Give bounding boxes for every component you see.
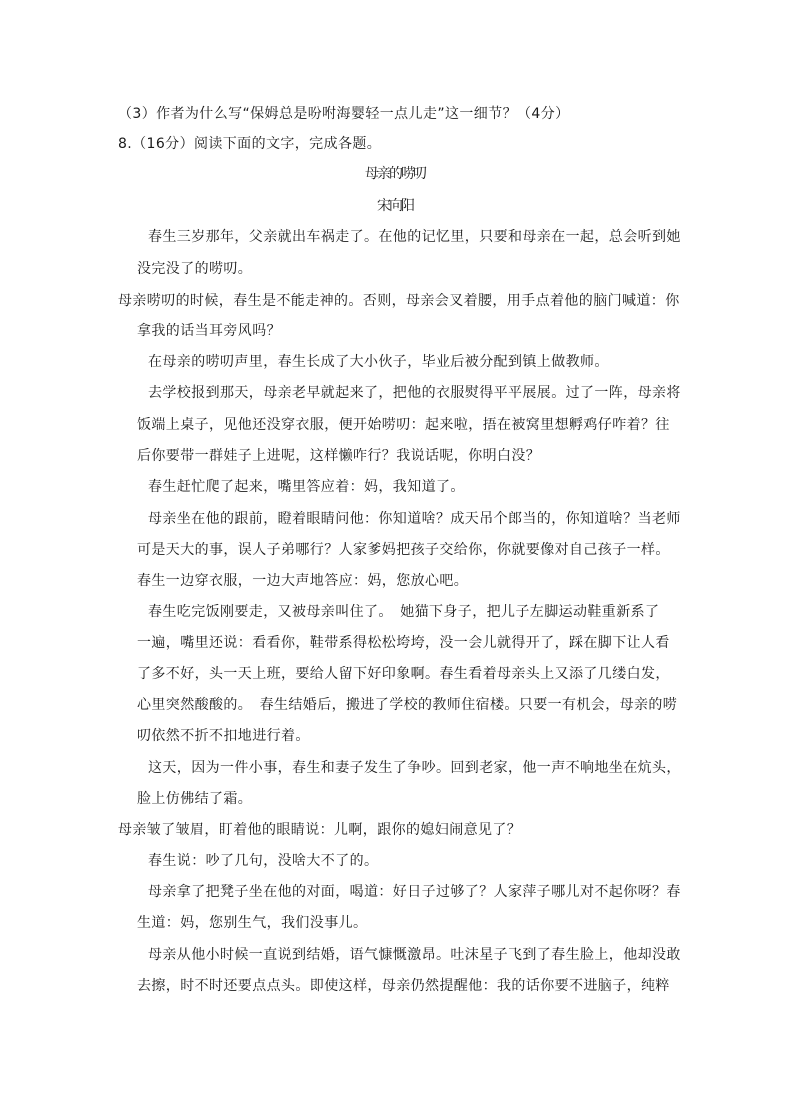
- question-prev: （3）作者为什么写“保姆总是吩咐海婴轻一点儿走”这一细节？（4分）: [118, 106, 570, 122]
- text-line: 去擦，时不时还要点点头。即使这样，母亲仍然提醒他：我的话你要不进脑子，纯粹: [137, 978, 670, 994]
- text-line: 春生赶忙爬了起来，嘴里答应着：妈，我知道了。: [148, 479, 465, 495]
- text-line: 母亲皱了皱眉，盯着他的眼睛说：儿啊，跟你的媳妇闹意见了？: [118, 822, 522, 838]
- text-line: 生道：妈，您别生气，我们没事儿。: [137, 915, 368, 931]
- text-line: 母亲从他小时候一直说到结婚，语气慷慨激昂。吐沫星子飞到了春生脸上，他却没敢: [148, 947, 681, 963]
- text-line: 春生吃完饭刚要走，又被母亲叫住了。 她猫下身子，把儿子左脚运动鞋重新系了: [148, 604, 660, 620]
- text-line: 心里突然酸酸的。 春生结婚后，搬进了学校的教师住宿楼。只要一有机会，母亲的唠: [137, 697, 678, 713]
- text-line: 叨依然不折不扣地进行着。: [137, 728, 310, 744]
- text-line: 一遍，嘴里还说：看看你，鞋带系得松松垮垮，没一会儿就得开了，踩在脚下让人看: [137, 635, 670, 651]
- text-line: 没完没了的唠叨。: [137, 261, 253, 277]
- text-line: 这天，因为一件小事，春生和妻子发生了争吵。回到老家，他一声不响地坐在炕头，: [148, 760, 681, 776]
- text-line: 母亲拿了把凳子坐在他的对面，喝道：好日子过够了？人家萍子哪儿对不起你呀？春: [148, 884, 681, 900]
- question-header: 8.（16分）阅读下面的文字，完成各题。: [118, 136, 382, 152]
- text-line: 脸上仿佛结了霜。: [137, 791, 253, 807]
- text-line: 春生三岁那年，父亲就出车祸走了。在他的记忆里，只要和母亲在一起，总会听到她: [148, 229, 681, 245]
- text-line: 拿我的话当耳旁风吗？: [137, 323, 281, 339]
- text-line: 母亲坐在他的跟前，瞪着眼睛问他：你知道啥？成天吊个郎当的，你知道啥？当老师: [148, 511, 681, 527]
- text-line: 母亲唠叨的时候，春生是不能走神的。否则，母亲会叉着腰，用手点着他的脑门喊道：你: [118, 293, 680, 309]
- text-line: 在母亲的唠叨声里，春生长成了大小伙子，毕业后被分配到镇上做教师。: [148, 354, 609, 370]
- text-line: 饭端上桌子，见他还没穿衣服，便开始唠叨：起来啦，捂在被窝里想孵鸡仔咋着？往: [137, 417, 670, 433]
- text-line: 可是天大的事，误人子弟哪行？人家爹妈把孩子交给你，你就要像对自己孩子一样。: [137, 542, 670, 558]
- text-line: 后你要带一群娃子上进呢，这样懒咋行？我说话呢，你明白没？: [137, 448, 541, 464]
- text-line: 春生说：吵了几句，没啥大不了的。: [148, 853, 379, 869]
- text-line: 了多不好，头一天上班，要给人留下好印象啊。春生看着母亲头上又添了几缕白发，: [137, 666, 670, 682]
- text-line: 去学校报到那天，母亲老早就起来了，把他的衣服熨得平平展展。过了一阵，母亲将: [148, 385, 681, 401]
- article-title: 母亲的唠叨: [365, 166, 425, 182]
- article-author: 宋向阳: [377, 198, 413, 214]
- text-line: 春生一边穿衣服，一边大声地答应：妈，您放心吧。: [137, 573, 469, 589]
